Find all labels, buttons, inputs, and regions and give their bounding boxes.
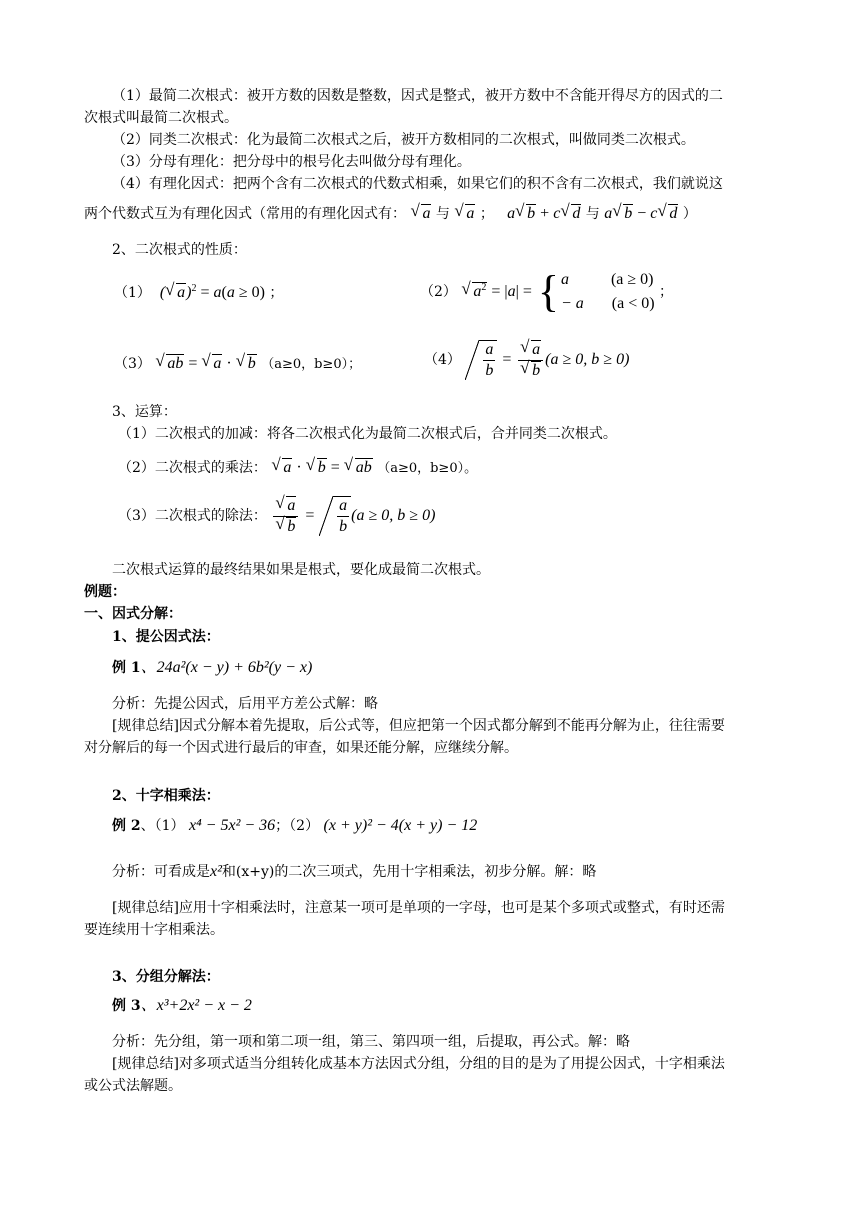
examples-heading: 例题： — [84, 584, 126, 600]
method-3-title: 3、分组分解法： — [112, 969, 220, 985]
example-1 — [112, 658, 812, 678]
example-1-label: 例 1 — [112, 660, 141, 676]
example-2-part-2-label: ；（2） — [275, 818, 320, 834]
example-1-summary-line-2: 对分解后的每一个因式进行最后的审查，如果还能分解，应继续分解。 — [84, 740, 518, 756]
property-2-case-2: − a — [560, 295, 584, 312]
property-4-condition: (a ≥ 0, b ≥ 0) — [545, 351, 630, 368]
example-1-analysis: 分析：先提公因式，后用平方差公式解：略 — [112, 696, 378, 712]
property-2-label: （2） — [420, 284, 457, 300]
operation-2-formula: √ a · √ b = √ ab — [271, 459, 372, 476]
property-3-label: （3） — [114, 356, 151, 372]
property-2-cases — [561, 268, 655, 316]
example-1-formula: 、24a²(x − y) + 6b²(y − x) — [140, 659, 313, 676]
section-factorization: 一、因式分解： — [84, 606, 182, 622]
definition-3: （3）分母有理化：把分母中的根号化去叫做分母有理化。 — [112, 154, 471, 170]
operation-2 — [118, 458, 818, 479]
property-3-formula: √ ab = √ a · √ b — [155, 355, 256, 372]
operation-3-label: （3）二次根式的除法： — [118, 508, 267, 524]
property-2-tail: ； — [659, 284, 673, 300]
definition-4-with: 与 — [435, 206, 450, 222]
definition-4-line-1: （4）有理化因式：把两个含有二次根式的代数式相乘，如果它们的积不含有二次根式，我们就说这 — [112, 176, 723, 192]
property-1-tail: ； — [269, 285, 284, 301]
method-1-title: 1、提公因式法： — [112, 629, 220, 645]
example-2 — [112, 816, 812, 836]
operation-3-sqrt-fraction: $\frac{a}{b}$ — [319, 496, 351, 536]
property-4-fraction: √ a √ b — [518, 341, 543, 380]
property-4-label: （4） — [424, 352, 461, 368]
property-2-formula: √ $a^2 = |a|$ = — [461, 283, 535, 300]
example-3 — [112, 996, 812, 1016]
formula-sqrt-a: √ a — [410, 205, 431, 222]
operations-heading: 3、运算： — [112, 404, 177, 420]
example-2-analysis-x2: x² — [210, 863, 222, 880]
operation-3-fraction: √ a √ b — [273, 497, 298, 536]
definition-4-separator: ； — [479, 206, 494, 222]
case-brace: { — [537, 267, 559, 316]
definition-4-text: 两个代数式互为有理化因式（常用的有理化因式有： — [84, 206, 406, 222]
property-1-formula: (√ a)$^2$ = a(a ≥ 0) — [160, 284, 265, 301]
example-2-analysis — [112, 862, 812, 882]
example-2-analysis-end: 和(x+y)的二次三项式，先用十字相乘法，初步分解。解：略 — [221, 864, 597, 880]
properties-heading: 2、二次根式的性质： — [112, 242, 247, 258]
property-3-condition: （a≥0，b≥0）； — [261, 357, 362, 372]
operation-3: （3）二次根式的除法： √ a √ b = $\frac{a}{b}$ (a ≥ 0, b ≥ 0) — [118, 496, 818, 546]
property-4-sqrt-fraction: $\frac{a}{b}$ — [465, 340, 497, 380]
operation-1: （1）二次根式的加减：将各二次根式化为最简二次根式后，合并同类二次根式。 — [118, 426, 617, 442]
example-1-summary-line-1: [规律总结]因式分解本着先提取，后公式等，但应把第一个因式都分解到不能再分解为止，往往需要 — [112, 718, 725, 734]
definition-1-line-1: （1）最简二次根式：被开方数的因数是整数，因式是整式，被开方数中不含能开得尽方的因式的二 — [112, 88, 723, 104]
example-2-analysis-start: 分析：可看成是 — [112, 864, 210, 880]
example-2-summary-line-2: 要连续用十字相乘法。 — [84, 922, 224, 938]
final-note: 二次根式运算的最终结果如果是根式，要化成最简二次根式。 — [112, 562, 490, 578]
method-2-title: 2、十字相乘法： — [112, 788, 220, 804]
property-4: （4） $\frac{a}{b}$ = √ a √ b (a ≥ 0, b ≥ 0) — [424, 340, 704, 390]
example-3-summary-line-2: 或公式法解题。 — [84, 1078, 182, 1094]
formula-rationalizing-1: a√ b + c√ d — [507, 205, 581, 222]
definition-2: （2）同类二次根式：化为最简二次根式之后，被开方数相同的二次根式，叫做同类二次根式。 — [112, 132, 695, 148]
property-2-condition-1: (a ≥ 0) — [610, 271, 654, 288]
formula-rationalizing-2: a√ b − c√ d — [604, 205, 678, 222]
property-1-label: （1） — [114, 285, 151, 301]
example-2-part-1-label: 、（1） — [140, 818, 185, 834]
formula-sqrt-a-2: √ a — [454, 205, 475, 222]
definition-4-line-2 — [84, 204, 784, 224]
operation-2-condition: （a≥0，b≥0）。 — [377, 461, 478, 476]
example-2-part-1: x⁴ − 5x² − 36 — [189, 817, 276, 834]
property-2 — [420, 268, 680, 322]
example-2-label: 例 2 — [112, 818, 141, 834]
definition-1-line-2: 次根式叫最简二次根式。 — [84, 110, 238, 126]
definition-4-close: ） — [682, 206, 697, 222]
operation-2-label: （2）二次根式的乘法： — [118, 460, 267, 476]
example-3-formula: 、x³+2x² − x − 2 — [140, 997, 252, 1014]
example-3-summary-line-1: [规律总结]对多项式适当分组转化成基本方法因式分组，分组的目的是为了用提公因式，十字相乘法 — [112, 1056, 725, 1072]
property-2-case-1: a — [560, 271, 569, 288]
definition-4-with-2: 与 — [585, 206, 600, 222]
example-3-label: 例 3 — [112, 998, 141, 1014]
example-3-analysis: 分析：先分组，第一项和第二项一组，第三、第四项一组，后提取，再公式。解：略 — [112, 1034, 630, 1050]
example-2-part-2: (x + y)² − 4(x + y) − 12 — [323, 817, 478, 834]
example-2-summary-line-1: [规律总结]应用十字相乘法时，注意某一项可是单项的一字母，也可是某个多项式或整式，有时还需 — [112, 900, 725, 916]
property-2-condition-2: (a < 0) — [611, 295, 655, 312]
property-3 — [114, 354, 394, 375]
operation-3-condition: (a ≥ 0, b ≥ 0) — [351, 507, 436, 524]
